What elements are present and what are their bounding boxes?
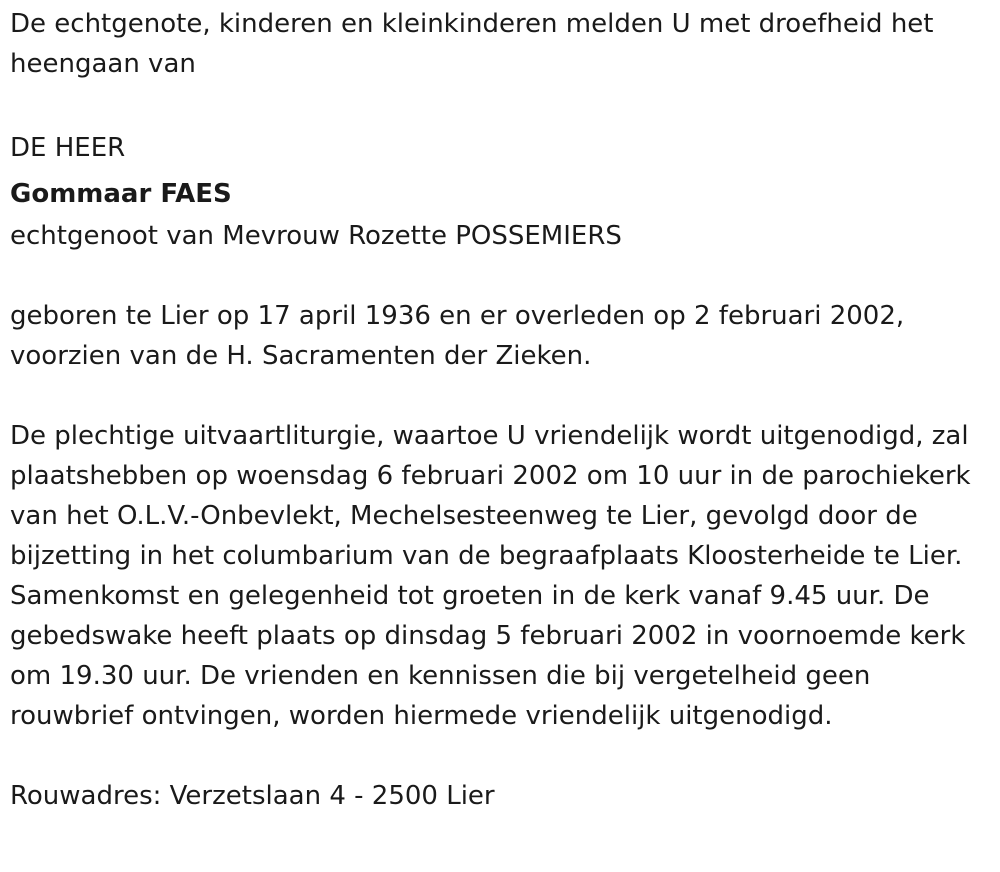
spouse-text: echtgenoot van Mevrouw Rozette POSSEMIERS (10, 221, 622, 251)
intro-text: De echtgenote, kinderen en kleinkinderen melden U met droefheid het heengaan van (10, 9, 934, 79)
spacer (10, 84, 985, 124)
spacer (10, 376, 985, 416)
spacer (10, 256, 985, 296)
spacer (10, 736, 985, 776)
birth-death-text: geboren te Lier op 17 april 1936 en er overleden op 2 februari 2002, voorzien van de H. Sacramenten der Zieken. (10, 301, 905, 371)
mourning-address: Rouwadres: Verzetslaan 4 - 2500 Lier (10, 781, 495, 811)
deceased-name: Gommaar FAES (10, 179, 232, 209)
obituary-notice (10, 4, 985, 816)
funeral-details-text: De plechtige uitvaartliturgie, waartoe U vriendelijk wordt uitgenodigd, zal plaatshebben op woensdag 6 februari 2002 om 10 uur in de parochiekerk van het O.L.V.-Onbevlekt, Mechelsesteenweg te Lier, gevolgd door de bijzetting in het columbarium van de begraafplaats Kloosterheide te Lier. Samenkomst en gelegenheid tot groeten in de kerk vanaf 9.45 uur. De gebedswake heeft plaats op dinsdag 5 februari 2002 in voornoemde kerk om 19.30 uur. De vrienden en kennissen die bij vergetelheid geen rouwbrief ontvingen, worden hiermede vriendelijk uitgenodigd. (10, 421, 971, 731)
honorific-title: DE HEER (10, 133, 126, 163)
